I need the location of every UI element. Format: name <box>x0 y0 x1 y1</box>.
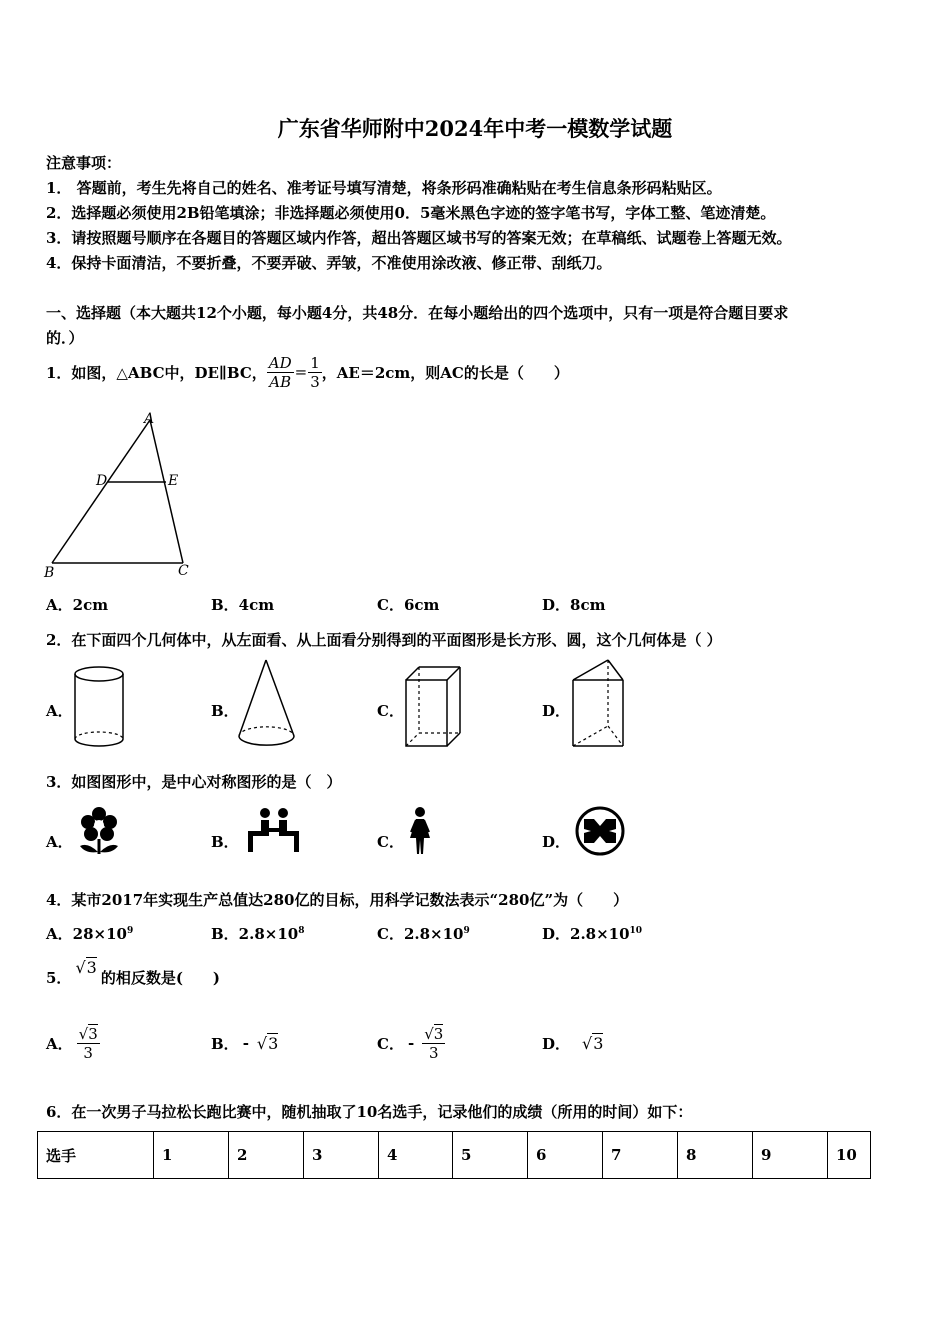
question-4: 4．某市2017年实现生产总值达280亿的目标，用科学记数法表示“280亿”为（ ） <box>46 891 629 909</box>
question-5 <box>46 958 220 998</box>
flower-icon <box>76 806 122 856</box>
notice-item-1: 1． 答题前，考生先将自己的姓名、准考证号填写清楚，将条形码准确粘贴在考生信息条形码粘贴区。 <box>46 179 722 197</box>
q2-option-d[interactable]: D． <box>542 702 571 720</box>
q4-c-exponent: 9 <box>463 926 470 936</box>
q1-rhs-den: 3 <box>310 372 320 391</box>
q4-d-label: D．2.8×10 <box>542 925 630 943</box>
cone-icon <box>236 658 300 750</box>
q2-option-c[interactable]: C． <box>377 702 404 720</box>
notice-item-3: 3．请按照题号顺序在各题目的答题区域内作答，超出答题区域书写的答案无效；在草稿纸、试题卷上答题无效。 <box>46 229 792 247</box>
q5-a-den: 3 <box>83 1043 93 1062</box>
notice-item-2: 2．选择题必须使用2B铅笔填涂；非选择题必须使用0．5毫米黑色字迹的签字笔书写，字体工整、笔迹清楚。 <box>46 204 776 222</box>
q5-d-sqrt: √3 <box>582 1033 604 1053</box>
q4-b-exponent: 8 <box>298 926 305 936</box>
table-header-cell: 5 <box>453 1132 528 1179</box>
question-1 <box>46 352 569 392</box>
table-header-cell: 9 <box>753 1132 828 1179</box>
table-header-cell: 2 <box>229 1132 304 1179</box>
q5-b-label: B． <box>211 1034 239 1053</box>
q1-fraction-one-third <box>308 354 322 391</box>
q5-d-label: D． <box>542 1034 571 1053</box>
q1-frac-num: AD <box>268 353 292 372</box>
q2-option-b[interactable]: B． <box>211 702 239 720</box>
q5-sqrt: √3 <box>75 958 97 977</box>
label-c: C <box>178 563 189 579</box>
q4-c-label: C．2.8×10 <box>377 925 464 943</box>
q5-d-radicand: 3 <box>593 1033 604 1053</box>
q5-a-num: 3 <box>88 1024 98 1043</box>
table-header-cell: 4 <box>379 1132 453 1179</box>
q4-a-exponent: 9 <box>126 926 134 936</box>
q5-text: 的相反数是( ) <box>100 969 221 987</box>
q1-rhs-num: 1 <box>310 353 320 372</box>
q1-frac-den: AB <box>269 372 292 391</box>
table-header-cell: 8 <box>678 1132 753 1179</box>
q4-option-c[interactable] <box>377 923 470 944</box>
page-title: 广东省华师附中2024年中考一模数学试题 <box>277 116 673 141</box>
question-3: 3．如图图形中，是中心对称图形的是（ ） <box>46 773 342 791</box>
q3-option-d[interactable]: D． <box>542 833 571 851</box>
q1-fraction-ad-ab <box>267 354 294 391</box>
q5-option-c[interactable] <box>377 1018 445 1068</box>
table-header-cell: 7 <box>603 1132 678 1179</box>
q5-option-a[interactable] <box>46 1018 100 1068</box>
table-header-cell: 6 <box>528 1132 603 1179</box>
q4-d-exponent: 10 <box>629 926 643 936</box>
q5-a-label: A． <box>46 1034 73 1053</box>
q3-option-c[interactable]: C． <box>377 833 404 851</box>
q1-option-b[interactable]: B．4cm <box>211 596 275 614</box>
cylinder-icon <box>72 664 128 750</box>
table-header-cell: 选手 <box>38 1132 154 1179</box>
table-header-cell: 1 <box>154 1132 229 1179</box>
q2-option-a[interactable]: A． <box>46 702 73 720</box>
table-header-cell: 3 <box>304 1132 379 1179</box>
triangle-figure <box>40 405 200 585</box>
q5-c-label: C． <box>377 1034 404 1053</box>
q4-a-label: A．28×10 <box>46 925 127 943</box>
q5-a-fraction: $\frac{√3}{3}$ <box>78 1024 98 1062</box>
q3-option-b[interactable]: B． <box>211 833 239 851</box>
label-a: A <box>144 411 155 427</box>
triangular-prism-icon <box>570 658 630 750</box>
q5-b-radicand: 3 <box>268 1033 279 1053</box>
question-2: 2．在下面四个几何体中，从左面看、从上面看分别得到的平面图形是长方形、圆，这个几何体是（ ） <box>46 631 722 649</box>
q5-option-b[interactable] <box>211 1018 278 1068</box>
label-b: B <box>44 565 55 581</box>
q4-b-label: B．2.8×10 <box>211 925 299 943</box>
table-header-cell: 10 <box>828 1132 871 1179</box>
q5-c-minus: - <box>407 1034 415 1052</box>
q5-c-den: 3 <box>428 1043 439 1062</box>
q1-option-d[interactable]: D．8cm <box>542 596 606 614</box>
q3-option-a[interactable]: A． <box>46 833 73 851</box>
section-heading-line1: 一、选择题（本大题共12个小题，每小题4分，共48分．在每小题给出的四个选项中，只有一项是符合题目要求 <box>46 304 789 322</box>
table-row <box>38 1132 871 1179</box>
rectangular-prism-icon <box>403 664 463 750</box>
q1-option-a[interactable]: A．2cm <box>46 596 109 614</box>
q4-option-b[interactable] <box>211 923 304 944</box>
q4-option-d[interactable] <box>542 923 642 944</box>
q1-suffix: ，AE＝2cm，则AC的长是（ ） <box>321 363 569 382</box>
q5-radicand: 3 <box>86 958 97 977</box>
q5-c-num: 3 <box>433 1024 444 1043</box>
question-6: 6．在一次男子马拉松长跑比赛中，随机抽取了10名选手，记录他们的成绩（所用的时间）如下： <box>46 1103 693 1121</box>
results-table <box>37 1131 871 1179</box>
woman-figure-icon <box>407 806 433 856</box>
notice-item-4: 4．保持卡面清洁，不要折叠，不要弄破、弄皱，不准使用涂改液、修正带、刮纸刀。 <box>46 254 612 272</box>
label-e: E <box>168 473 179 489</box>
q5-b-minus: - <box>242 1034 249 1052</box>
q1-option-c[interactable]: C．6cm <box>377 596 440 614</box>
q5-number: 5． <box>46 969 72 987</box>
notice-heading: 注意事项： <box>46 154 122 172</box>
label-d: D <box>96 473 108 489</box>
section-heading-line2: 的．） <box>46 329 84 347</box>
q4-option-a[interactable] <box>46 923 133 944</box>
q1-equals: = <box>294 363 308 381</box>
circle-x-icon <box>574 806 626 856</box>
q1-prefix: 1．如图，△ABC中，DE∥BC， <box>46 363 267 382</box>
q5-b-sqrt: √3 <box>256 1033 279 1053</box>
q5-option-d[interactable] <box>542 1018 603 1068</box>
q5-c-fraction: $\frac{√3}{3}$ <box>424 1024 444 1062</box>
two-people-icon <box>243 806 303 856</box>
